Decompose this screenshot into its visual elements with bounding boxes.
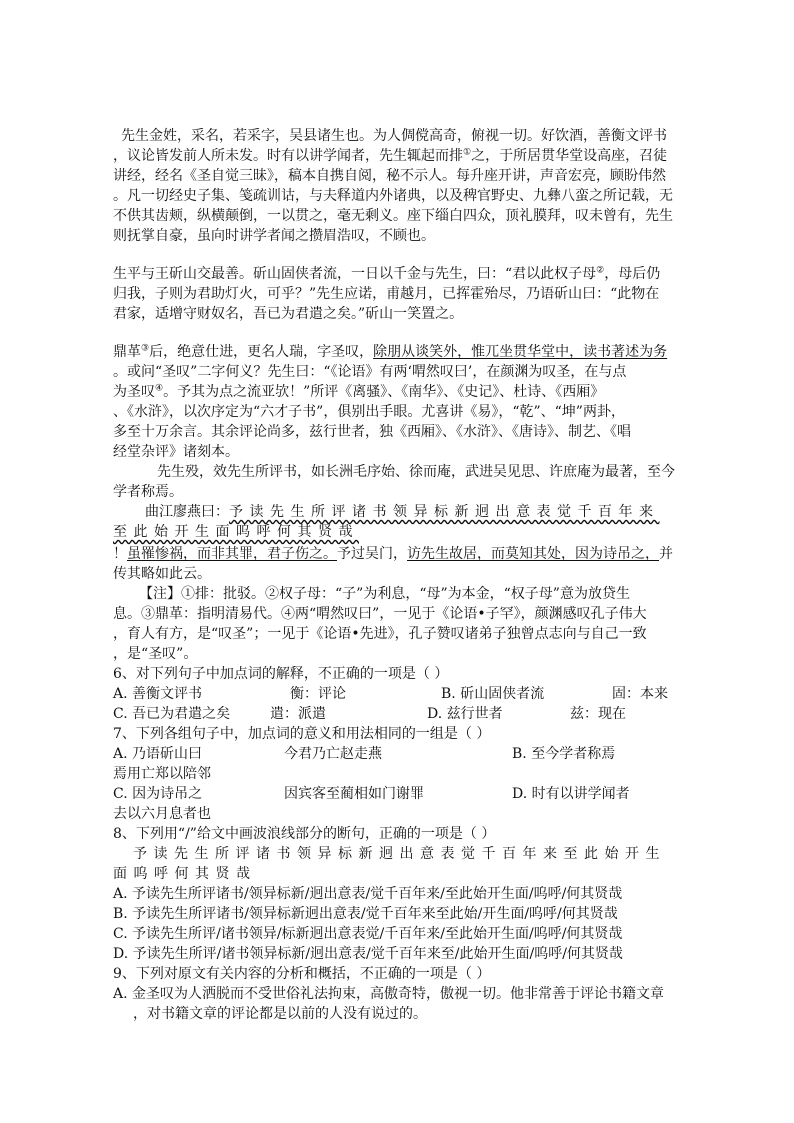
- q6-option-b-gloss: [612, 684, 668, 704]
- q6-option-b: [441, 684, 544, 704]
- text: 予过吴门，: [337, 546, 407, 562]
- text: 。或问“圣叹”二字何义？先生曰：“《论语》有两‘喟然叹曰’，在颜渊为叹圣，在与点: [113, 364, 627, 380]
- passage-line: [113, 544, 673, 564]
- q7-option-c: [113, 784, 202, 804]
- text: C. 予读先生所评/诸书领异/标新迥出意表觉/千百年来/至此始开生面/呜呼/何其贤哉: [113, 926, 623, 942]
- footnote-mark: ③: [141, 343, 150, 354]
- q7-option-a: [113, 744, 202, 764]
- text: 7、下列各组句子中，加点词的意义和用法相同的一组是（ ）: [113, 726, 491, 742]
- underlined-text: 除朋从谈笑外，惟兀坐贯华堂中，读书著述为务: [373, 344, 668, 360]
- footnote-mark: ②: [596, 265, 605, 276]
- passage-line: [113, 342, 667, 362]
- text: A. 予读先生所评诸书/领异标新/迥出意表/觉千百年来/至此始开生面/呜呼/何其贤哉: [113, 886, 623, 902]
- passage-line: [113, 564, 211, 584]
- text: ！: [113, 546, 127, 562]
- text: 、《水浒》，以次序定为“六才子书”，俱别出手眼。尤喜讲《易》，“乾”、“坤”两卦，: [113, 404, 625, 420]
- text: 9、下列对原文有关内容的分析和概括，不正确的一项是（ ）: [113, 966, 491, 982]
- passage-line: [157, 462, 675, 482]
- text: 。予其为点之流亚欤！”所评《离骚》、《南华》、《史记》、杜诗、《西厢》: [163, 384, 605, 400]
- text: 君家，适增守财奴名，吾已为君遣之矣。”斫山一笑置之。: [113, 306, 464, 322]
- text: 多至十万余言。其余评论尚多，兹行世者，独《西厢》、《水浒》、《唐诗》、制艺、《唱: [113, 424, 631, 440]
- text: 衡：评论: [290, 686, 346, 702]
- text: ，是“圣叹”。: [113, 646, 198, 662]
- passage-line: [113, 206, 673, 226]
- text: A. 乃语斫山曰: [113, 746, 203, 762]
- note-line: [113, 604, 647, 624]
- q7-option-b: [512, 744, 615, 764]
- q8-option-c: [113, 924, 622, 944]
- text: 传其略如此云。: [113, 566, 211, 582]
- q8-passage: [113, 864, 257, 884]
- q9-option-a-cont: [133, 1004, 427, 1024]
- q7-option-d: [512, 784, 630, 804]
- q7-option-c-pair: [284, 784, 424, 804]
- text: 后，绝意仕进，更名人瑞，字圣叹，: [149, 344, 374, 360]
- wavy-underlined-text: 至此始开生面呜呼何其贤哉: [113, 524, 359, 540]
- text: 则抚掌自豪，虽向时讲学者闻之攒眉浩叹，不顾也。: [113, 228, 435, 244]
- text: 兹：现在: [570, 706, 626, 722]
- q8-passage: [133, 844, 666, 864]
- wavy-underlined-text: 予读先生所评诸书领异标新迥出意表觉千百年来: [229, 504, 660, 520]
- passage-line: [113, 226, 435, 246]
- q7-option-b-pair: [113, 764, 211, 784]
- passage-line: [113, 422, 631, 442]
- q6-option-d-gloss: [570, 704, 626, 724]
- passage-line: [113, 522, 359, 542]
- footnote-mark: ①: [463, 147, 472, 158]
- text: 因宾客至蔺相如门谢罪: [284, 786, 424, 802]
- passage-line: [113, 284, 659, 304]
- passage-line: [113, 146, 667, 166]
- text: D. 时有以讲学闻者: [512, 786, 630, 802]
- footnote-mark: ④: [155, 383, 164, 394]
- text: 不供其齿颊，纵横颠倒，一以贯之，毫无剩义。座下缁白四众，顶礼膜拜，叹未曾有，先生: [113, 208, 673, 224]
- text: 先生金姓，采名，若采字，吴县诸生也。为人倜傥高奇，俯视一切。好饮酒，善衡文评书: [121, 128, 667, 144]
- question-6-stem: [113, 664, 448, 684]
- passage-line: [113, 264, 660, 284]
- passage-line: [113, 166, 666, 186]
- text: A. 金圣叹为人洒脱而不受世俗礼法拘束，高傲奇特，傲视一切。他非常善于评论书籍文章: [113, 986, 665, 1002]
- text: C. 因为诗吊之: [113, 786, 203, 802]
- text: 。凡一切经史子集、笺疏训诂，与夫释道内外诸典，以及稗官野史、九彝八蛮之所记载，无: [113, 188, 673, 204]
- text: 去以六月息者也: [113, 806, 211, 822]
- q8-option-d: [113, 944, 623, 964]
- underlined-text: 虽罹惨祸，而非其罪，君子伤之。: [127, 546, 337, 562]
- passage-line: [113, 362, 626, 382]
- text: 6、对下列句子中加点词的解释，不正确的一项是（ ）: [113, 666, 449, 682]
- text: 为圣叹: [113, 384, 155, 400]
- note-line: [113, 644, 197, 664]
- note-line: [139, 584, 630, 604]
- q6-option-c: [113, 704, 230, 724]
- passage-line: [121, 126, 667, 146]
- text: 生平与王斫山交最善。斫山固侠者流，一日以千金与先生，曰：“君以此权子母: [113, 266, 597, 282]
- text: 8、下列用“/”给文中画波浪线部分的断句，正确的一项是（ ）: [113, 826, 496, 842]
- text: 并: [659, 546, 673, 562]
- text: 予读先生所评诸书领异标新迥出意表觉千百年来至此始开生: [133, 846, 666, 862]
- passage-line: [113, 304, 463, 324]
- passage-line: [113, 186, 673, 206]
- text: 之，于所居贯华堂设高座，召徒: [471, 148, 668, 164]
- text: ，对书籍文章的评论都是以前的人没有说过的。: [133, 1006, 427, 1022]
- q6-option-d: [427, 704, 503, 724]
- text: 先生殁，效先生所评书，如长洲毛序始、徐而庵，武进吴见思、许庶庵为最著，至今: [157, 464, 675, 480]
- passage-line: [113, 482, 183, 502]
- text: A. 善衡文评书: [113, 686, 203, 702]
- question-9-stem: [113, 964, 490, 984]
- question-8-stem: [113, 824, 495, 844]
- text: ，议论皆发前人所未发。时有以讲学闻者，先生辄起而排: [113, 148, 463, 164]
- text: B. 至今学者称焉: [512, 746, 616, 762]
- passage-line: [113, 402, 625, 422]
- underlined-text: 访先生故居，而莫知其处，因为诗吊之，: [407, 546, 659, 562]
- text: B. 斫山固侠者流: [441, 686, 545, 702]
- question-7-stem: [113, 724, 490, 744]
- q7-option-d-pair: [113, 804, 211, 824]
- q9-option-a: [113, 984, 664, 1004]
- text: B. 予读先生所评诸书/领异标新迥出意表/觉千百年来至此始/开生面/呜呼/何其贤哉: [113, 906, 618, 922]
- passage-line: [113, 382, 604, 402]
- q6-option-a-gloss: [290, 684, 346, 704]
- text: 讲经，经名《圣自觉三昧》，稿本自携自阅，秘不示人。每升座开讲，声音宏亮，顾盼伟然: [113, 168, 666, 184]
- note-line: [113, 624, 647, 644]
- text: 学者称焉。: [113, 484, 183, 500]
- passage-line: [145, 502, 660, 522]
- text: 【注】①排：批驳。②权子母：“子”为利息，“母”为本金，“权子母”意为放贷生: [139, 586, 630, 602]
- text: 归我，子则为君助灯火，可乎？”先生应诺，甫越月，已挥霍殆尽，乃语斫山曰：“此物在: [113, 286, 660, 302]
- text: 今君乃亡赵走燕: [284, 746, 382, 762]
- text: 固：本来: [612, 686, 668, 702]
- text: 面呜呼何其贤哉: [113, 866, 257, 882]
- text: 遣：派遣: [270, 706, 326, 722]
- text: 息。③鼎革：指明清易代。④两“喟然叹曰”，一见于《论语•子罕》，颜渊感叹孔子伟大: [113, 606, 647, 622]
- q6-option-a: [113, 684, 202, 704]
- text: 鼎革: [113, 344, 141, 360]
- text: 经堂杂评》诸刻本。: [113, 444, 239, 460]
- passage-line: [113, 442, 239, 462]
- text: D. 予读先生所评/诸书领异标新/迥出意表/觉千百年来至/此始开生面/呜呼/何其贤哉: [113, 946, 623, 962]
- q7-option-a-pair: [284, 744, 382, 764]
- text: ，育人有方，是“叹圣”；一见于《论语•先进》，孔子赞叹诸弟子独曾点志向与自己一致: [113, 626, 647, 642]
- text: 焉用亡郑以陪邻: [113, 766, 211, 782]
- q6-option-c-gloss: [270, 704, 326, 724]
- q8-option-b: [113, 904, 618, 924]
- text: 曲江廖燕曰：: [145, 504, 229, 520]
- q8-option-a: [113, 884, 622, 904]
- text: C. 吾已为君遣之矣: [113, 706, 231, 722]
- text: D. 兹行世者: [427, 706, 503, 722]
- text: ，母后仍: [604, 266, 661, 282]
